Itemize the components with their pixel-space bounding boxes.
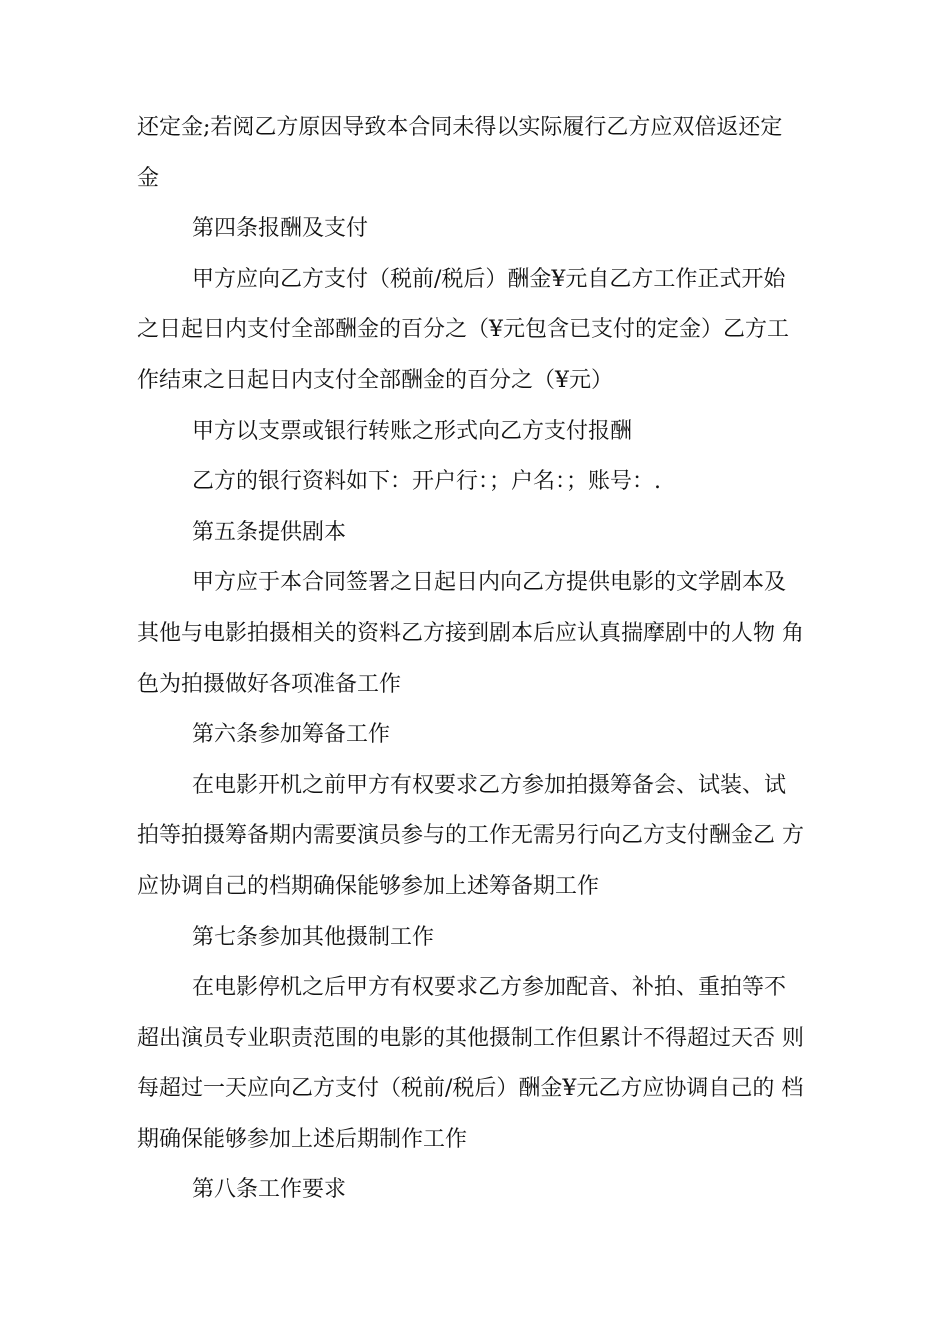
section-heading-article-6: 第六条参加筹备工作 [192, 722, 391, 748]
text-line: 每超过一天应向乙方支付（税前/税后）酬金¥元乙方应协调自己的 档 [137, 1076, 804, 1102]
section-heading-article-7: 第七条参加其他摄制工作 [192, 924, 435, 950]
paragraph-payment-terms [137, 255, 827, 407]
text-line: 金 [137, 165, 160, 191]
document-body [137, 103, 827, 1216]
section-heading-article-8: 第八条工作要求 [192, 1177, 347, 1203]
text-line: 在电影开机之前甲方有权要求乙方参加拍摄筹备会、试装、试 [192, 772, 787, 798]
section-heading-article-5: 第五条提供剧本 [192, 519, 347, 545]
section-heading-article-4: 第四条报酬及支付 [192, 216, 369, 242]
text-line: 作结束之日起日内支付全部酬金的百分之（¥元） [137, 367, 613, 393]
paragraph-other-production-work [137, 963, 827, 1165]
text-line: 甲方以支票或银行转账之形式向乙方支付报酬 [192, 418, 633, 444]
text-line: 其他与电影拍摄相关的资料乙方接到剧本后应认真揣摩剧中的人物 角 [137, 620, 804, 646]
text-line: 甲方应于本合同签署之日起日内向乙方提供电影的文学剧本及 [192, 570, 787, 596]
paragraph-preparation-work [137, 761, 827, 913]
text-line: 在电影停机之后甲方有权要求乙方参加配音、补拍、重拍等不 [192, 975, 787, 1001]
text-line: 乙方的银行资料如下：开户行：；户名：；账号：. [192, 469, 661, 495]
text-line: 色为拍摄做好各项准备工作 [137, 671, 402, 697]
text-line: 应协调自己的档期确保能够参加上述筹备期工作 [137, 873, 600, 899]
paragraph-deposit-return [137, 103, 827, 204]
paragraph-script-provision [137, 558, 827, 710]
text-line: 超出演员专业职责范围的电影的其他摄制工作但累计不得超过天否 则 [137, 1025, 804, 1051]
paragraph-payment-method [137, 407, 827, 458]
text-line: 甲方应向乙方支付（税前/税后）酬金¥元自乙方工作正式开始 [192, 266, 786, 292]
text-line: 拍等拍摄筹备期内需要演员参与的工作无需另行向乙方支付酬金乙 方 [137, 823, 804, 849]
paragraph-bank-info [137, 457, 827, 508]
text-line: 还定金;若阅乙方原因导致本合同未得以实际履行乙方应双倍返还定 [137, 115, 783, 140]
text-line: 之日起日内支付全部酬金的百分之（¥元包含已支付的定金）乙方工 [137, 317, 789, 343]
text-line: 期确保能够参加上述后期制作工作 [137, 1126, 468, 1152]
